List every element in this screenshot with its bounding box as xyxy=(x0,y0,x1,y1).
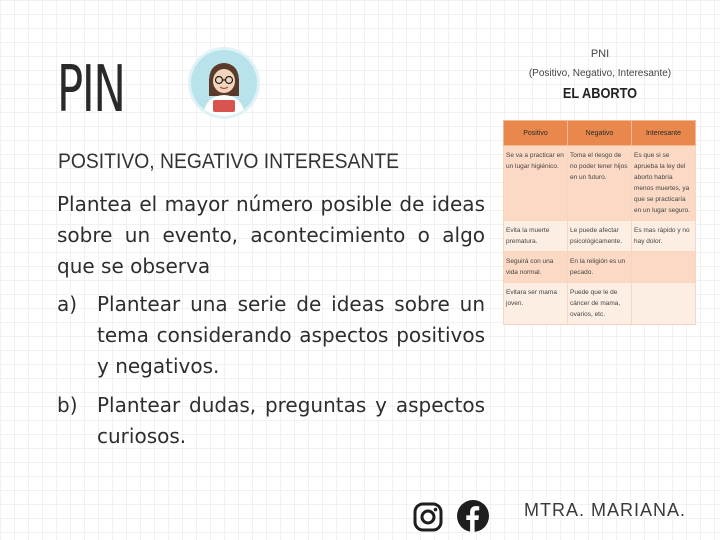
table-cell xyxy=(632,252,696,283)
list-item xyxy=(57,289,485,382)
table-cell: Toma el riesgo de no poder tener hijos en un futuro. xyxy=(568,146,632,221)
table-row xyxy=(504,283,696,325)
table-cell: Es que si se aprueba la ley del aborto habría menos muertes, ya que se practicaría en un lugar seguro. xyxy=(632,146,696,221)
description: Plantea el mayor número posible de ideas sobre un evento, acontecimiento o algo que se observa xyxy=(57,192,485,278)
table-cell xyxy=(632,283,696,325)
example-heading: PNI xyxy=(590,48,610,60)
example-header xyxy=(504,48,696,102)
teacher-avatar-icon xyxy=(191,50,257,116)
table-cell: Es mas rápido y no hay dolor. xyxy=(632,221,696,252)
list-item-text: Plantear dudas, preguntas y aspectos curiosos. xyxy=(97,393,485,448)
author-signature: MTRA. MARIANA. xyxy=(524,500,687,520)
table-cell: Evita la muerte prematura. xyxy=(504,221,568,252)
table-cell: Puede que le de cáncer de mama, ovarios, etc. xyxy=(568,283,632,325)
list-marker: a) xyxy=(57,292,78,316)
facebook-icon[interactable] xyxy=(457,500,489,532)
page-title: PIN xyxy=(57,53,125,127)
table-cell: En la religión es un pecado. xyxy=(568,252,632,283)
table-cell: Le puede afectar psicológicamente. xyxy=(568,221,632,252)
example-topic: EL ABORTO xyxy=(562,85,638,102)
table-row xyxy=(504,146,696,221)
table-row xyxy=(504,252,696,283)
column-header: Interesante xyxy=(632,121,696,146)
table-header-row xyxy=(504,121,696,146)
example-subheading: (Positivo, Negativo, Interesante) xyxy=(528,68,672,79)
table-row xyxy=(504,221,696,252)
table-cell: Seguirá con una vida normal. xyxy=(504,252,568,283)
instruction-list xyxy=(57,289,485,460)
list-item xyxy=(57,390,485,452)
table-cell: Se va a practicar en un lugar higiénico. xyxy=(504,146,568,221)
table-cell: Evitara ser mama joven. xyxy=(504,283,568,325)
pni-table xyxy=(503,120,696,325)
list-marker: b) xyxy=(57,393,78,417)
subtitle: POSITIVO, NEGATIVO INTERESANTE xyxy=(58,150,400,173)
instagram-icon[interactable] xyxy=(413,502,443,532)
column-header: Positivo xyxy=(504,121,568,146)
list-item-text: Plantear una serie de ideas sobre un tema considerando aspectos positivos y negativos. xyxy=(97,292,485,378)
column-header: Negativo xyxy=(568,121,632,146)
